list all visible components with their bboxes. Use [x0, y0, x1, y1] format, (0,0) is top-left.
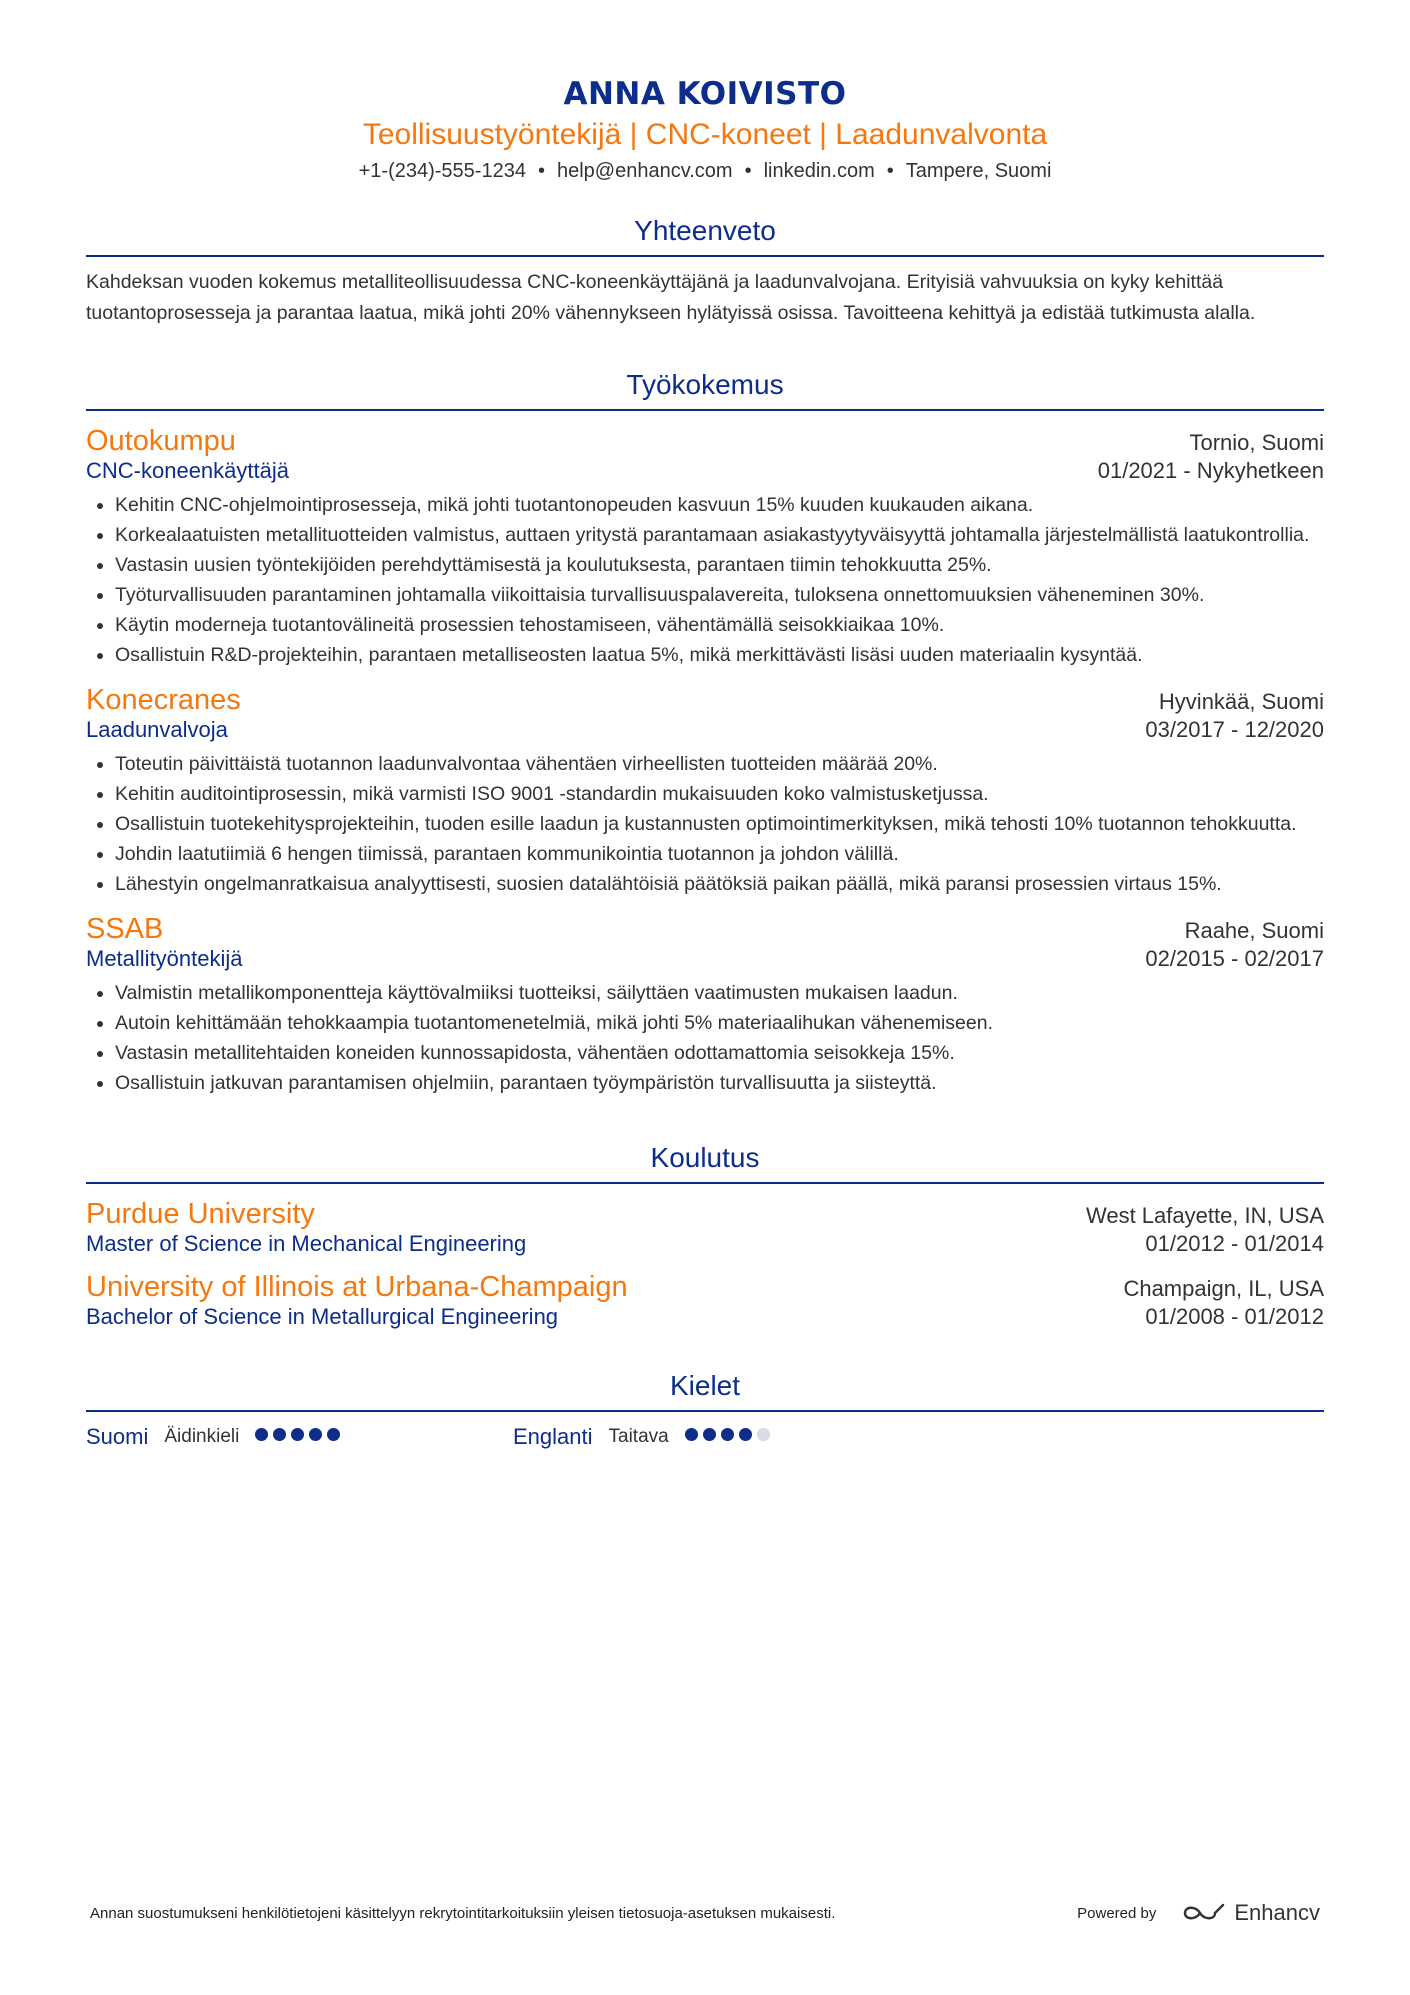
linkedin-link[interactable]: linkedin.com	[763, 160, 875, 182]
job-entry	[86, 913, 1324, 1098]
job-header-row	[86, 425, 1324, 458]
job-role-row	[86, 458, 1324, 484]
rating-dot-filled	[739, 1428, 752, 1441]
rating-dot-filled	[291, 1428, 304, 1441]
section-title: Yhteenveto	[86, 215, 1324, 257]
job-title: Metallityöntekijä	[86, 946, 243, 971]
job-bullets	[86, 490, 1324, 670]
section-title: Työkokemus	[86, 369, 1324, 411]
school-header-row	[86, 1198, 1324, 1231]
education-entry	[86, 1271, 1324, 1330]
bullet-item: • Autoin kehittämään tehokkaampia tuotantomenetelmiä, mikä johti 5% materiaalihukan vähenemiseen.	[115, 1008, 1324, 1038]
powered-by	[1077, 1900, 1320, 1926]
job-role-row	[86, 717, 1324, 743]
school-name: University of Illinois at Urbana-Champaign	[86, 1271, 628, 1303]
rating-dot-filled	[255, 1428, 268, 1441]
language-list	[86, 1424, 1324, 1450]
phone: +1-(234)-555-1234	[358, 160, 526, 182]
job-bullets	[86, 749, 1324, 899]
separator: •	[886, 160, 894, 182]
job-entry	[86, 425, 1324, 670]
job-location: Tornio, Suomi	[1189, 430, 1324, 455]
school-location: West Lafayette, IN, USA	[1085, 1203, 1324, 1228]
enhancv-logo-icon	[1182, 1902, 1226, 1924]
rating-dot-filled	[273, 1428, 286, 1441]
education-dates: 01/2012 - 01/2014	[1145, 1231, 1324, 1256]
job-dates: 02/2015 - 02/2017	[1145, 946, 1324, 971]
powered-by-label: Powered by	[1077, 1904, 1157, 1922]
degree-name: Bachelor of Science in Metallurgical Engineering	[86, 1304, 559, 1329]
rating-dot-filled	[721, 1428, 734, 1441]
separator: •	[744, 160, 752, 182]
rating-dot-filled	[703, 1428, 716, 1441]
rating-dot-filled	[685, 1428, 698, 1441]
footer	[90, 1900, 1320, 1926]
bullet-item: • Johdin laatutiimiä 6 hengen tiimissä, parantaen kommunikointia tuotannon ja johdon välillä.	[115, 839, 1324, 869]
job-role-row	[86, 946, 1324, 972]
rating-dot-filled	[327, 1428, 340, 1441]
bullet-item: • Osallistuin jatkuvan parantamisen ohjelmiin, parantaen työympäristön turvallisuutta ja siisteyttä.	[115, 1068, 1324, 1098]
degree-name: Master of Science in Mechanical Engineering	[86, 1231, 527, 1256]
language-item	[513, 1424, 940, 1450]
education-entry	[86, 1198, 1324, 1257]
brand-logo[interactable]	[1182, 1900, 1320, 1926]
separator: •	[537, 160, 545, 182]
job-location: Hyvinkää, Suomi	[1158, 689, 1324, 714]
bullet-item: • Lähestyin ongelmanratkaisua analyyttisesti, suosien datalähtöisiä päätöksiä paikan päällä, mikä paransi prosessien virtaus 15%.	[115, 869, 1324, 899]
company-name: Outokumpu	[86, 425, 236, 457]
resume-header	[0, 0, 1410, 183]
bullet-item: • Kehitin CNC-ohjelmointiprosesseja, mikä johti tuotantonopeuden kasvuun 15% kuuden kuukauden aikana.	[115, 490, 1324, 520]
language-rating	[685, 1428, 775, 1446]
section-title: Koulutus	[86, 1142, 1324, 1184]
contact-info	[0, 160, 1410, 183]
experience-section	[86, 369, 1324, 1098]
degree-row	[86, 1231, 1324, 1257]
section-title: Kielet	[86, 1370, 1324, 1412]
language-name: Suomi	[86, 1424, 149, 1449]
school-location: Champaign, IL, USA	[1123, 1276, 1324, 1301]
school-name: Purdue University	[86, 1198, 315, 1230]
email-link[interactable]: help@enhancv.com	[556, 160, 733, 182]
job-header-row	[86, 913, 1324, 946]
job-location: Raahe, Suomi	[1184, 918, 1324, 943]
language-name: Englanti	[513, 1424, 593, 1449]
bullet-item: • Toteutin päivittäistä tuotannon laadunvalvontaa vähentäen virheellisten tuotteiden määrää 20%.	[115, 749, 1324, 779]
company-name: Konecranes	[86, 684, 241, 716]
education-dates: 01/2008 - 01/2012	[1145, 1304, 1324, 1329]
degree-row	[86, 1304, 1324, 1330]
school-list	[86, 1198, 1324, 1330]
bullet-item: • Korkealaatuisten metallituotteiden valmistus, auttaen yritystä parantamaan asiakastyytyväisyyttä johtamalla järjestelmällistä laatukontrollia.	[115, 520, 1324, 550]
brand-name: Enhancv	[1234, 1900, 1320, 1925]
language-level: Taitava	[608, 1426, 669, 1447]
bullet-item: • Osallistuin tuotekehitysprojekteihin, tuoden esille laadun ja kustannusten optimointimerkityksen, mikä tehosti 10% tuotannon tehokkuutta.	[115, 809, 1324, 839]
bullet-item: • Vastasin metallitehtaiden koneiden kunnossapidosta, vähentäen odottamattomia seisokkeja 15%.	[115, 1038, 1324, 1068]
candidate-headline: Teollisuustyöntekijä | CNC-koneet | Laadunvalvonta	[362, 118, 1048, 151]
job-dates: 01/2021 - Nykyhetkeen	[1097, 458, 1324, 483]
languages-section	[86, 1370, 1324, 1450]
location: Tampere, Suomi	[905, 160, 1052, 182]
bullet-item: • Osallistuin R&D-projekteihin, parantaen metalliseosten laatua 5%, mikä merkittävästi lisäsi uuden materiaalin kysyntää.	[115, 640, 1324, 670]
bullet-item: • Käytin moderneja tuotantovälineitä prosessien tehostamiseen, vähentämällä seisokkiaikaa 10%.	[115, 610, 1324, 640]
company-name: SSAB	[86, 913, 164, 945]
job-list	[86, 425, 1324, 1098]
job-title: Laadunvalvoja	[86, 717, 228, 742]
summary-text: Kahdeksan vuoden kokemus metalliteollisuudessa CNC-koneenkäyttäjänä ja laadunvalvojana. Erityisiä vahvuuksia on kyky kehittää tuotantoprosesseja ja parantaa laatua, mikä johti 20% vähennykseen hylätyissä osissa. Tavoitteena kehittyä ja edistää tutkimusta alalla.	[86, 271, 1256, 324]
job-bullets	[86, 978, 1324, 1098]
rating-dot-filled	[309, 1428, 322, 1441]
summary-section	[86, 215, 1324, 329]
language-rating	[255, 1428, 345, 1446]
job-dates: 03/2017 - 12/2020	[1145, 717, 1324, 742]
bullet-item: • Työturvallisuuden parantaminen johtamalla viikoittaisia turvallisuuspalavereita, tuloksena onnettomuuksien väheneminen 30%.	[115, 580, 1324, 610]
education-section	[86, 1142, 1324, 1330]
job-entry	[86, 684, 1324, 899]
candidate-name: ANNA KOIVISTO	[563, 76, 847, 112]
job-header-row	[86, 684, 1324, 717]
rating-dot-empty	[757, 1428, 770, 1441]
consent-note: Annan suostumukseni henkilötietojeni käsittelyyn rekrytointitarkoituksiin yleisen tietosuoja-asetuksen mukaisesti.	[90, 1904, 836, 1922]
bullet-item: • Kehitin auditointiprosessin, mikä varmisti ISO 9001 -standardin mukaisuuden koko valmistusketjussa.	[115, 779, 1324, 809]
bullet-item: • Vastasin uusien työntekijöiden perehdyttämisestä ja koulutuksesta, parantaen tiimin tehokkuutta 25%.	[115, 550, 1324, 580]
language-level: Äidinkieli	[164, 1426, 240, 1447]
bullet-item: • Valmistin metallikomponentteja käyttövalmiiksi tuotteiksi, säilyttäen vaatimusten mukaisen laadun.	[115, 978, 1324, 1008]
language-item	[86, 1424, 513, 1450]
school-header-row	[86, 1271, 1324, 1304]
job-title: CNC-koneenkäyttäjä	[86, 458, 289, 483]
